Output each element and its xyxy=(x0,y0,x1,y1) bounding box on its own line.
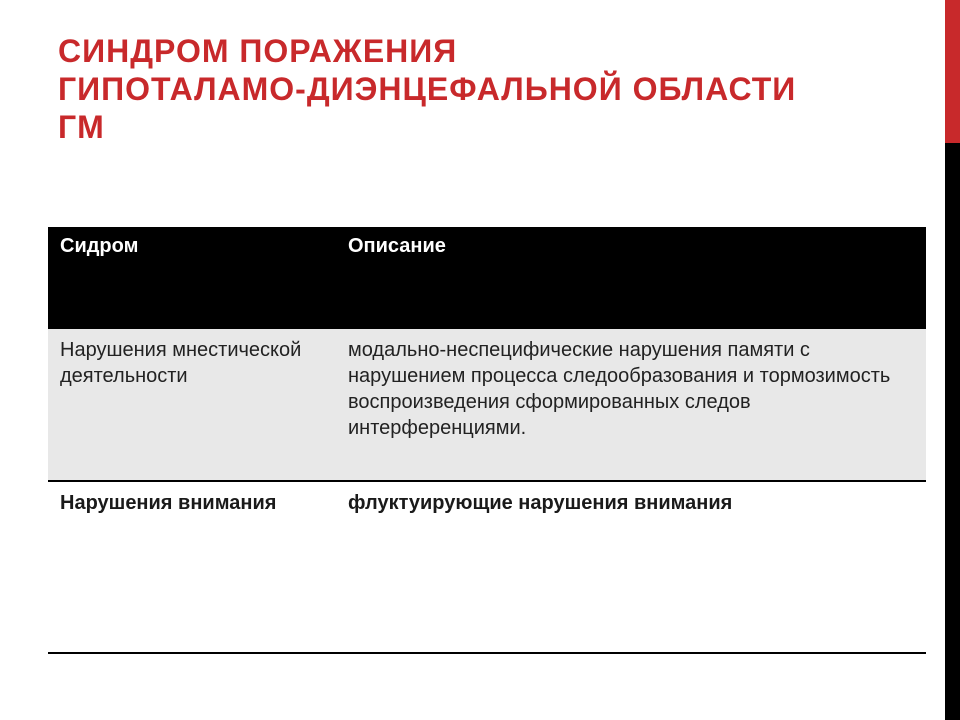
slide-title-line-2: ГИПОТАЛАМО-ДИЭНЦЕФАЛЬНОЙ ОБЛАСТИ xyxy=(58,71,797,107)
cell-description: флуктуирующие нарушения внимания xyxy=(348,492,733,514)
accent-bar-black xyxy=(945,143,960,720)
cell-syndrome: Нарушения внимания xyxy=(60,492,277,514)
header-syndrome: Сидром xyxy=(60,235,139,257)
cell-syndrome: Нарушения мнестической деятельности xyxy=(60,339,302,387)
slide-title-line-3: ГМ xyxy=(58,109,105,145)
table-header-row xyxy=(48,227,926,329)
cell-description: модально-неспецифические нарушения памяти с нарушением процесса следообразования и тормозимость воспроизведения сформированных следов интерференциями. xyxy=(348,339,891,439)
header-description: Описание xyxy=(348,235,446,257)
table-row xyxy=(48,329,926,481)
slide-title xyxy=(58,32,918,146)
accent-bar-red xyxy=(945,0,960,143)
slide-title-line-1: СИНДРОМ ПОРАЖЕНИЯ xyxy=(58,33,458,69)
table-row xyxy=(48,481,926,653)
syndrome-table xyxy=(48,227,926,654)
